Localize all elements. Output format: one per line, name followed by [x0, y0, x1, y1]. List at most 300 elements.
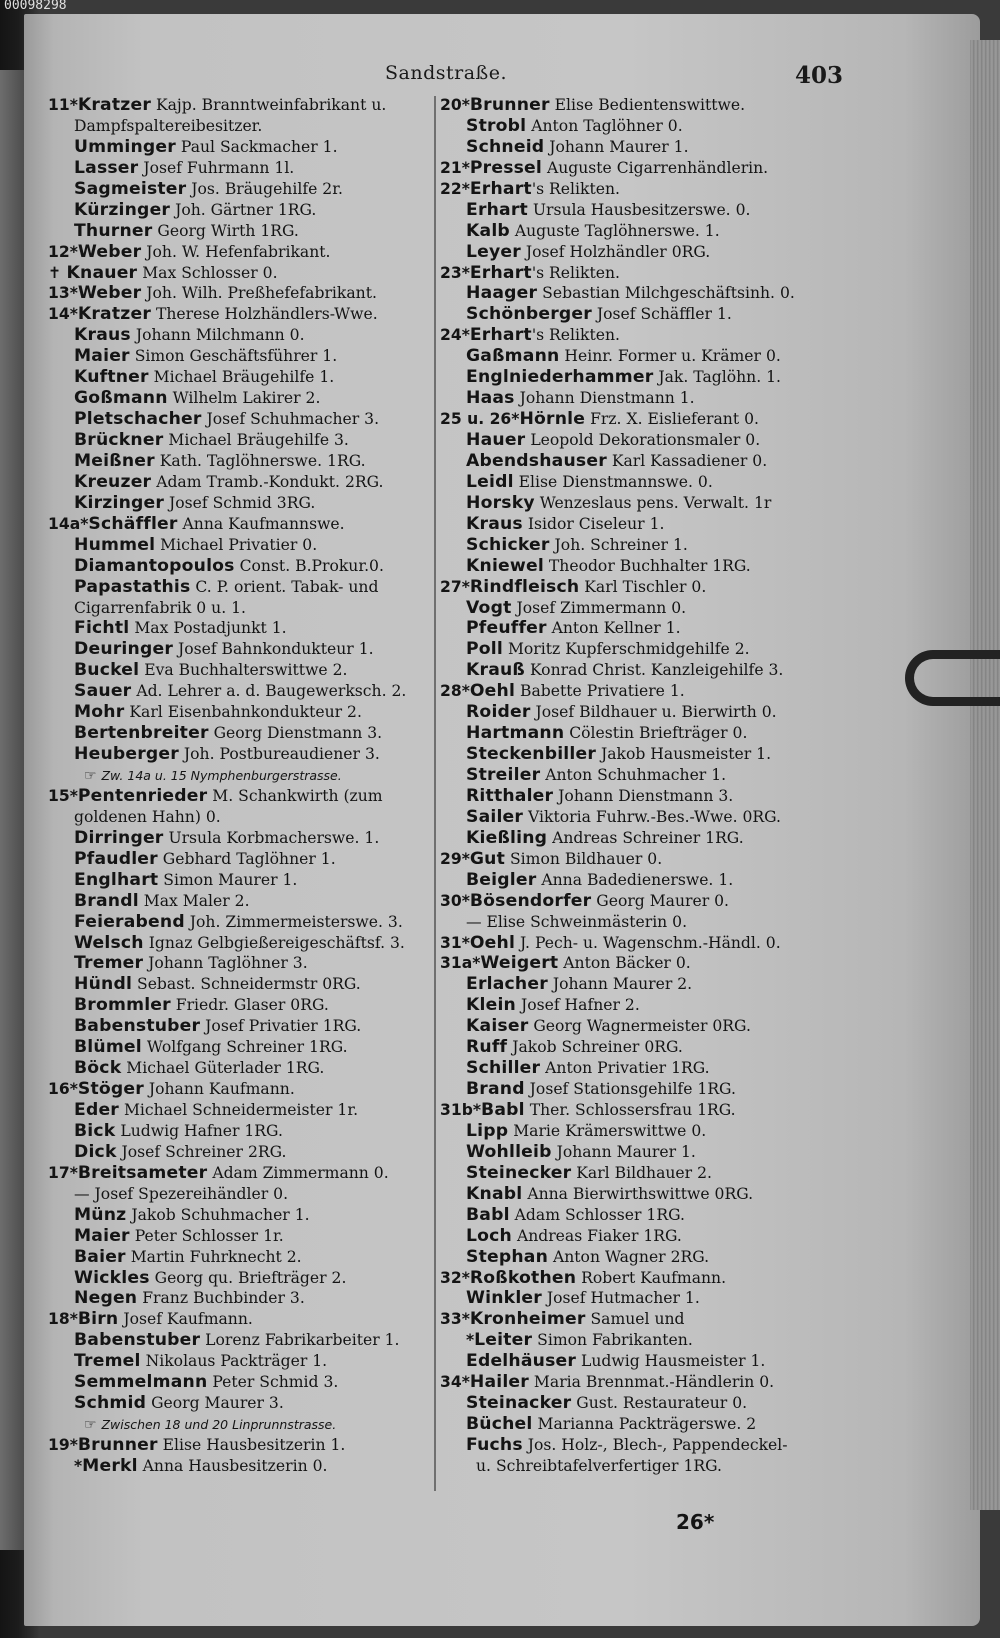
entry-name: Dick: [74, 1141, 117, 1162]
entry-name: Kratzer: [77, 304, 152, 325]
directory-entry: [48, 242, 430, 263]
entry-name: Haager: [466, 283, 538, 304]
entry-name: Hummel: [74, 534, 156, 555]
entry-rest: Andreas Fiaker 1RG.: [511, 1226, 682, 1245]
directory-entry: [48, 1268, 430, 1289]
entry-rest: Moritz Kupferschmidgehilfe 2.: [503, 640, 750, 659]
entry-rest: Anton Taglöhner 0.: [526, 116, 683, 135]
entry-name: Pfeuffer: [466, 618, 547, 639]
entry-name: Leidl: [466, 471, 514, 492]
entry-name: Wickles: [74, 1267, 150, 1288]
entry-rest: Ignaz Gelbgießereigeschäftsf. 3.: [143, 933, 405, 952]
entry-name: Steckenbiller: [466, 744, 597, 765]
entry-lead: 12*: [48, 242, 78, 261]
entry-rest: Sebast. Schneidermstr 0RG.: [132, 975, 361, 994]
entry-rest: Josef Privatier 1RG.: [200, 1017, 362, 1036]
entry-name: Brunner: [77, 1435, 158, 1455]
directory-entry: [440, 1142, 820, 1163]
entry-rest: Georg Wagnermeister 0RG.: [528, 1017, 751, 1036]
entry-rest: Eva Buchhalterswittwe 2.: [139, 661, 348, 680]
entry-name: Kürzinger: [74, 199, 171, 220]
entry-rest: Jos. Bräugehilfe 2r.: [186, 179, 343, 198]
directory-entry: [440, 304, 820, 325]
entry-lead: ☞: [84, 768, 102, 784]
entry-name: Schneid: [466, 136, 545, 157]
directory-entry: [440, 556, 820, 577]
entry-name: Merkl: [82, 1455, 138, 1476]
directory-entry: [48, 221, 430, 242]
entry-name: Lipp: [466, 1120, 509, 1141]
directory-entry: [440, 807, 820, 828]
directory-entry: [440, 283, 820, 304]
entry-rest: Max Maler 2.: [138, 891, 250, 910]
directory-entry: [440, 577, 820, 598]
entry-rest: Jakob Schuhmacher 1.: [126, 1205, 310, 1224]
entry-name: Pfaudler: [74, 848, 158, 869]
entry-name: Klein: [466, 995, 516, 1016]
entry-rest: Theodor Buchhalter 1RG.: [543, 556, 751, 575]
entry-rest: Frz. X. Eislieferant 0.: [585, 410, 759, 429]
entry-name: Negen: [74, 1288, 138, 1309]
entry-rest: Johann Maurer 1.: [544, 137, 689, 156]
directory-entry: [48, 409, 430, 430]
directory-entry: [48, 828, 430, 849]
entry-rest: Johann Milchmann 0.: [130, 326, 305, 345]
entry-name: Böck: [74, 1058, 122, 1079]
signature-mark: 26*: [676, 1510, 715, 1534]
cross-street-note: [48, 1414, 430, 1435]
directory-entry: [48, 1037, 430, 1058]
entry-name: Papastathis: [74, 576, 191, 597]
entry-rest: Const. B.Prokur.0.: [234, 556, 384, 575]
directory-entry: [48, 891, 430, 912]
entry-rest: Josef Bahnkondukteur 1.: [173, 640, 374, 659]
directory-entry: [48, 912, 430, 933]
entry-rest: Georg Dienstmann 3.: [208, 724, 383, 743]
entry-name: Horsky: [466, 492, 535, 513]
entry-name: Englhart: [74, 869, 159, 890]
entry-rest: Georg qu. Briefträger 2.: [149, 1268, 347, 1287]
directory-entry: [440, 242, 820, 263]
entry-name: Tremel: [74, 1351, 141, 1372]
entry-rest: Johann Maurer 2.: [547, 975, 693, 994]
entry-rest: Ad. Lehrer a. d. Baugewerksch. 2.: [131, 682, 407, 701]
entry-name: Brückner: [74, 430, 164, 450]
entry-name: Loch: [466, 1225, 512, 1246]
entry-name: Rindfleisch: [469, 576, 580, 597]
directory-entry: [440, 1247, 820, 1268]
directory-entry: [48, 179, 430, 200]
entry-name: Büchel: [466, 1414, 533, 1435]
directory-entry: [440, 1309, 820, 1330]
entry-rest: Jakob Schreiner 0RG.: [507, 1038, 683, 1057]
entry-name: Steinecker: [466, 1162, 572, 1183]
entry-lead: *: [74, 1456, 83, 1475]
directory-entry: [440, 912, 820, 933]
entry-rest: Johann Kaufmann.: [143, 1080, 295, 1099]
entry-name: Deuringer: [74, 639, 173, 660]
entry-rest: Anton Kellner 1.: [546, 619, 681, 638]
entry-name: Brand: [466, 1079, 525, 1100]
entry-lead: 33*: [440, 1310, 470, 1329]
entry-name: Feierabend: [74, 911, 185, 932]
directory-entry: [440, 493, 820, 514]
directory-entry: [440, 1163, 820, 1184]
directory-entry: [48, 388, 430, 409]
left-column: [48, 95, 430, 1477]
directory-entry: [48, 995, 430, 1016]
entry-rest: Josef Bildhauer u. Bierwirth 0.: [530, 703, 777, 722]
entry-name: Bertenbreiter: [74, 723, 209, 744]
entry-name: Pletschacher: [74, 409, 202, 430]
entry-rest: Samuel und: [585, 1310, 685, 1329]
directory-entry: [440, 786, 820, 807]
entry-rest: Josef Stationsgehilfe 1RG.: [524, 1080, 736, 1099]
entry-name: Goßmann: [74, 388, 168, 409]
entry-rest: Georg Maurer 3.: [146, 1394, 284, 1413]
directory-entry: [48, 744, 430, 765]
directory-entry: [48, 514, 430, 535]
directory-entry: [440, 953, 820, 974]
entry-rest: Dampfspaltereibesitzer.: [74, 116, 263, 135]
entry-name: Pressel: [469, 157, 542, 178]
entry-lead: 23*: [440, 263, 470, 282]
entry-rest: Sebastian Milchgeschäftsinh. 0.: [537, 284, 795, 303]
entry-lead: 19*: [48, 1436, 78, 1454]
entry-name: Stephan: [466, 1246, 549, 1267]
directory-entry: [440, 849, 820, 870]
entry-rest: Anna Kaufmannswe.: [177, 514, 345, 533]
page-number: 403: [795, 62, 844, 89]
directory-entry: [48, 367, 430, 388]
directory-entry: [48, 493, 430, 514]
entry-rest: Elise Dienstmannswe. 0.: [513, 472, 713, 491]
directory-entry: [440, 1121, 820, 1142]
entry-name: Brunner: [469, 95, 550, 115]
entry-name: Streiler: [466, 765, 541, 785]
entry-lead: 16*: [48, 1080, 78, 1099]
entry-rest: Adam Tramb.-Kondukt. 2RG.: [151, 472, 384, 491]
entry-lead: 27*: [440, 577, 470, 596]
entry-name: Babenstuber: [74, 1016, 201, 1037]
entry-rest: Adam Schlosser 1RG.: [509, 1205, 685, 1224]
entry-name: Breitsameter: [77, 1162, 208, 1183]
directory-entry: [48, 1079, 430, 1100]
entry-rest: M. Schankwirth (zum: [207, 786, 383, 805]
entry-rest: J. Pech- u. Wagenschm.-Händl. 0.: [515, 933, 781, 952]
entry-rest: Karl Tischler 0.: [579, 577, 707, 596]
entry-rest: C. P. orient. Tabak- und: [190, 577, 379, 596]
entry-name: Kratzer: [77, 95, 152, 115]
directory-entry: [48, 325, 430, 346]
directory-entry: [440, 1226, 820, 1247]
entry-name: Semmelmann: [74, 1372, 208, 1393]
directory-entry: [440, 744, 820, 765]
directory-entry: [440, 1351, 820, 1372]
entry-rest: Anton Wagner 2RG.: [548, 1247, 710, 1266]
entry-name: Weigert: [480, 953, 559, 974]
entry-rest: Johann Taglöhner 3.: [143, 954, 308, 973]
entry-name: Vogt: [466, 597, 512, 618]
directory-entry: [440, 137, 820, 158]
entry-rest: Gust. Restaurateur 0.: [571, 1394, 748, 1413]
directory-entry: [440, 367, 820, 388]
entry-name: Brandl: [74, 890, 139, 911]
entry-lead: 20*: [440, 96, 470, 114]
entry-name: Bick: [74, 1120, 116, 1141]
directory-entry: [48, 472, 430, 493]
entry-name: Beigler: [466, 869, 537, 890]
entry-name: Hailer: [469, 1372, 529, 1393]
entry-name: Maier: [74, 1225, 130, 1246]
entry-rest: Marie Krämerswittwe 0.: [508, 1121, 707, 1140]
entry-rest: Michael Bräugehilfe 3.: [163, 431, 349, 449]
entry-name: Bösendorfer: [469, 890, 592, 911]
entry-rest: 's Relikten.: [531, 326, 620, 345]
directory-entry: [440, 702, 820, 723]
entry-rest: Cölestin Briefträger 0.: [564, 724, 748, 743]
entry-name: Erlacher: [466, 974, 548, 995]
entry-name: Leyer: [466, 241, 521, 262]
entry-rest: Joh. Zimmermeisterswe. 3.: [184, 912, 403, 931]
entry-name: Fuchs: [466, 1435, 523, 1455]
directory-entry: [48, 95, 430, 116]
entry-rest: Elise Bedientenswittwe.: [549, 96, 746, 114]
directory-entry: [48, 535, 430, 556]
entry-rest: Karl Eisenbahnkondukteur 2.: [124, 703, 362, 722]
entry-rest: Viktoria Fuhrw.-Bes.-Wwe. 0RG.: [523, 807, 782, 826]
entry-lead: 22*: [440, 179, 470, 198]
entry-name: Brommler: [74, 995, 171, 1016]
entry-rest: Michael Güterlader 1RG.: [121, 1059, 325, 1078]
directory-entry: [440, 1079, 820, 1100]
entry-name: Krauß: [466, 660, 525, 681]
entry-name: Welsch: [74, 932, 144, 953]
directory-entry: [48, 1226, 430, 1247]
entry-lead: ☞: [84, 1417, 102, 1434]
entry-rest: Johann Maurer 1.: [551, 1142, 696, 1161]
directory-entry: [48, 639, 430, 660]
directory-entry: [440, 891, 820, 912]
entry-rest: Johann Dienstmann 3.: [553, 786, 734, 805]
directory-entry: [440, 1288, 820, 1309]
entry-rest: Max Schlosser 0.: [137, 263, 278, 282]
directory-entry: [440, 1100, 820, 1121]
directory-entry: [440, 933, 820, 954]
entry-name: Sagmeister: [74, 178, 187, 199]
directory-entry: [440, 1393, 820, 1414]
entry-rest: Joh. Wilh. Preßhefefabrikant.: [141, 284, 377, 303]
directory-entry: [48, 346, 430, 367]
directory-entry: [48, 598, 430, 619]
right-column: [440, 95, 820, 1477]
entry-name: Ruff: [466, 1037, 508, 1058]
directory-entry: [48, 137, 430, 158]
entry-rest: Michael Privatier 0.: [155, 535, 318, 554]
entry-name: Hündl: [74, 974, 133, 995]
entry-name: Kalb: [466, 220, 510, 241]
entry-rest: Maria Brennmat.-Händlerin 0.: [528, 1373, 775, 1392]
entry-name: Erhart: [466, 199, 528, 220]
entry-lead: 13*: [48, 284, 78, 303]
entry-rest: Konrad Christ. Kanzleigehilfe 3.: [525, 661, 784, 680]
column-divider: [434, 96, 436, 1491]
entry-name: Schönberger: [466, 304, 592, 325]
directory-entry: [440, 263, 820, 284]
entry-rest: Auguste Taglöhnerswe. 1.: [509, 221, 720, 240]
directory-entry: [440, 1435, 820, 1456]
entry-name: Eder: [74, 1100, 119, 1120]
directory-entry: [440, 681, 820, 702]
entry-rest: Therese Holzhändlers-Wwe.: [151, 305, 378, 324]
entry-name: Winkler: [466, 1288, 542, 1309]
entry-name: Oehl: [469, 932, 516, 953]
entry-name: Hörnle: [519, 409, 586, 430]
entry-rest: Joh. W. Hefenfabrikant.: [141, 242, 331, 261]
entry-name: Ritthaler: [466, 785, 554, 806]
entry-rest: Lorenz Fabrikarbeiter 1.: [200, 1331, 400, 1350]
entry-lead: 18*: [48, 1310, 78, 1329]
directory-entry: [440, 535, 820, 556]
directory-entry: [48, 158, 430, 179]
entry-name: Weber: [77, 283, 142, 304]
entry-rest: Georg Wirth 1RG.: [152, 221, 299, 240]
entry-rest: Zwischen 18 und 20 Linprunnstrasse.: [101, 1417, 337, 1433]
directory-entry: [440, 1058, 820, 1079]
entry-rest: Anton Privatier 1RG.: [540, 1059, 710, 1078]
entry-rest: Peter Schlosser 1r.: [129, 1226, 284, 1245]
entry-rest: Anna Bierwirthswittwe 0RG.: [522, 1184, 754, 1203]
directory-entry: [440, 325, 820, 346]
entry-lead: 11*: [48, 96, 78, 114]
entry-name: Lasser: [74, 157, 139, 178]
directory-entry: [440, 451, 820, 472]
entry-name: Schmid: [74, 1393, 147, 1414]
entry-lead: *: [466, 1331, 475, 1350]
entry-name: Blümel: [74, 1037, 142, 1058]
entry-rest: Franz Buchbinder 3.: [137, 1289, 305, 1308]
entry-rest: Karl Bildhauer 2.: [571, 1163, 712, 1182]
entry-rest: Simon Bildhauer 0.: [505, 849, 663, 868]
entry-rest: Michael Schneidermeister 1r.: [118, 1101, 359, 1119]
entry-name: Wohlleib: [466, 1141, 552, 1162]
directory-entry: [440, 1184, 820, 1205]
directory-entry: [440, 1268, 820, 1289]
directory-entry: [48, 870, 430, 891]
entry-name: Umminger: [74, 136, 176, 157]
entry-name: Edelhäuser: [466, 1351, 577, 1372]
entry-name: Babl: [481, 1100, 525, 1120]
entry-name: Dirringer: [74, 827, 164, 848]
entry-name: Erhart: [469, 262, 532, 283]
entry-rest: Michael Bräugehilfe 1.: [148, 368, 335, 387]
directory-entry: [48, 1351, 430, 1372]
entry-rest: Josef Schmid 3RG.: [164, 493, 316, 512]
directory-entry: [48, 1163, 430, 1184]
entry-rest: Josef Holzhändler 0RG.: [520, 242, 711, 261]
directory-entry: [48, 1372, 430, 1393]
entry-name: Steinacker: [466, 1393, 572, 1414]
entry-rest: Kajp. Branntweinfabrikant u.: [151, 96, 387, 114]
directory-entry: [48, 1393, 430, 1414]
entry-rest: Friedr. Glaser 0RG.: [170, 996, 329, 1015]
directory-entry: [440, 179, 820, 200]
entry-name: Schicker: [466, 534, 550, 555]
directory-entry: [440, 765, 820, 786]
directory-entry: [48, 1142, 430, 1163]
entry-name: Hartmann: [466, 723, 565, 744]
entry-rest: Josef Schäffler 1.: [591, 305, 732, 324]
entry-rest: Joh. Gärtner 1RG.: [170, 200, 317, 219]
entry-rest: Anna Badedienerswe. 1.: [536, 870, 734, 889]
entry-rest: Simon Fabrikanten.: [532, 1331, 693, 1350]
entry-rest: Robert Kaufmann.: [576, 1268, 727, 1287]
entry-name: Knauer: [66, 262, 138, 283]
entry-rest: Nikolaus Packträger 1.: [140, 1352, 328, 1371]
directory-entry: [48, 1456, 430, 1477]
entry-rest: Ludwig Hausmeister 1.: [576, 1352, 766, 1371]
entry-lead: 14a*: [48, 514, 89, 533]
directory-entry: [48, 953, 430, 974]
entry-rest: Georg Maurer 0.: [591, 891, 729, 910]
entry-rest: Anton Schuhmacher 1.: [540, 766, 727, 784]
entry-name: Mohr: [74, 702, 125, 723]
entry-name: Schiller: [466, 1058, 541, 1079]
entry-rest: Adam Zimmermann 0.: [207, 1163, 389, 1182]
entry-name: Knabl: [466, 1183, 523, 1204]
directory-entry: [440, 1414, 820, 1435]
entry-rest: Andreas Schreiner 1RG.: [547, 828, 744, 847]
entry-rest: Josef Hutmacher 1.: [541, 1289, 700, 1308]
entry-rest: Ursula Korbmacherswe. 1.: [163, 828, 380, 847]
directory-entry: [48, 1309, 430, 1330]
directory-entry: [440, 723, 820, 744]
entry-name: Buckel: [74, 660, 140, 681]
directory-entry: [48, 1100, 430, 1121]
entry-rest: Joh. Schreiner 1.: [549, 535, 688, 554]
directory-entry: [440, 430, 820, 451]
entry-rest: Jos. Holz-, Blech-, Pappendeckel-: [522, 1436, 788, 1454]
entry-rest: Joh. Postbureaudiener 3.: [178, 745, 380, 764]
entry-name: Kraus: [466, 513, 523, 534]
entry-rest: Kath. Taglöhnerswe. 1RG.: [154, 451, 366, 470]
entry-rest: Marianna Packträgerswe. 2: [532, 1415, 757, 1434]
directory-entry: [440, 200, 820, 221]
entry-lead: 14*: [48, 305, 78, 324]
entry-name: Stöger: [77, 1079, 144, 1100]
directory-entry: [48, 618, 430, 639]
directory-entry: [48, 263, 430, 284]
paper-clip-icon: [905, 650, 1000, 706]
directory-entry: [440, 974, 820, 995]
entry-name: Pentenrieder: [77, 785, 208, 806]
entry-rest: 's Relikten.: [531, 179, 620, 198]
entry-lead: 34*: [440, 1373, 470, 1392]
entry-name: Münz: [74, 1204, 127, 1225]
entry-rest: Anton Bäcker 0.: [558, 954, 691, 973]
entry-name: Sauer: [74, 681, 132, 702]
directory-entry: [440, 1372, 820, 1393]
directory-entry: [48, 1184, 430, 1205]
entry-name: Heuberger: [74, 744, 179, 765]
directory-entry: [48, 1288, 430, 1309]
entry-name: Haas: [466, 388, 515, 409]
entry-lead: ✝: [48, 263, 67, 282]
entry-name: Sailer: [466, 806, 524, 827]
entry-name: Kirzinger: [74, 492, 165, 513]
directory-entry: [48, 723, 430, 744]
directory-entry: [440, 1037, 820, 1058]
